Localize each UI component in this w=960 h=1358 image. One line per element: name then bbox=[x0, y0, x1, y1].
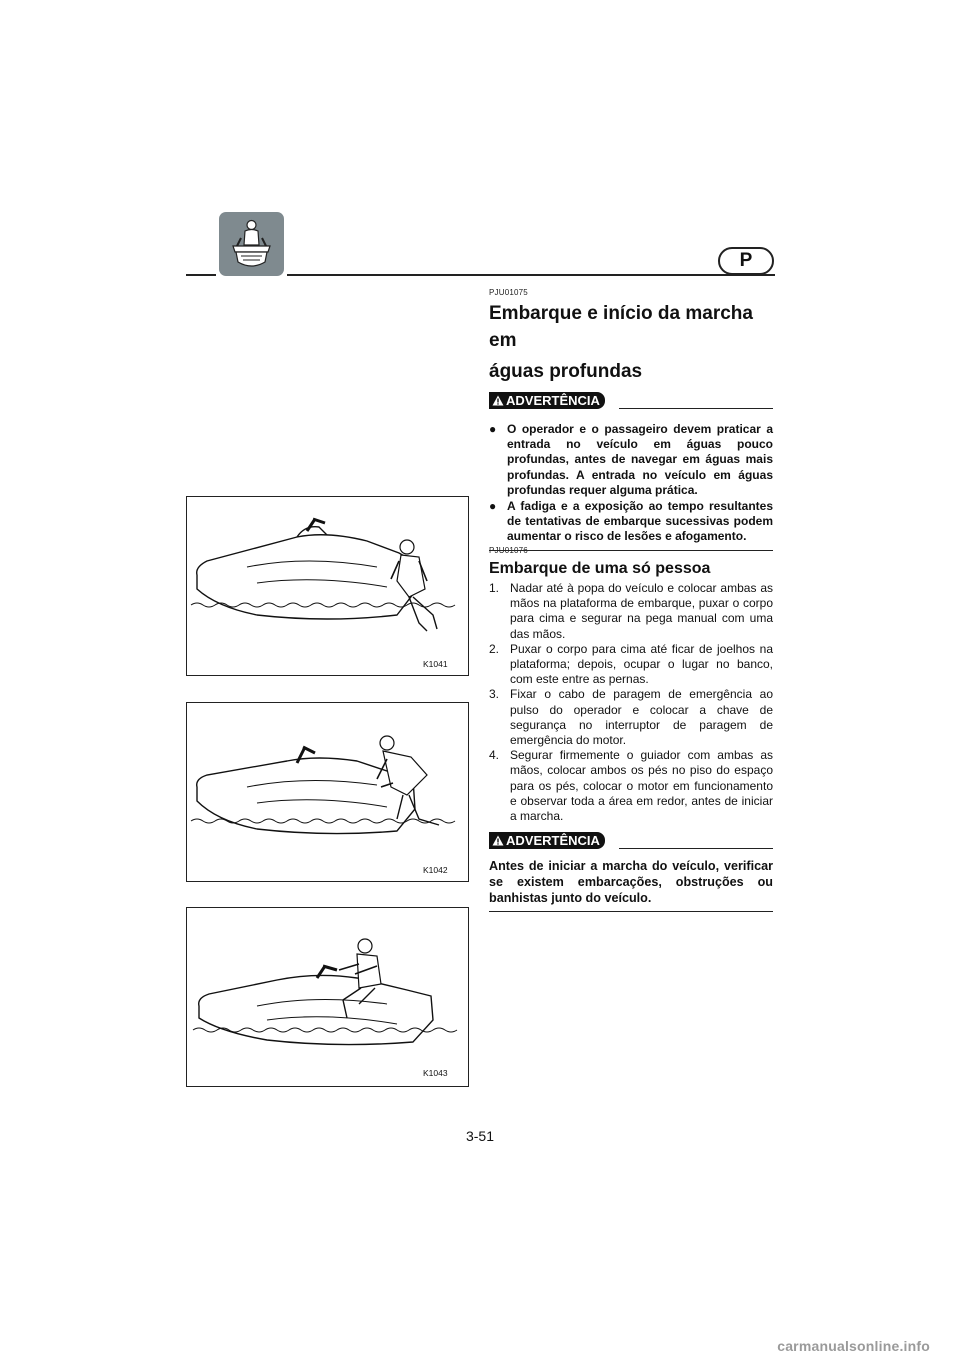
warning-header bbox=[489, 831, 773, 849]
figure-seated-rider bbox=[186, 907, 469, 1087]
step-item: 1. Nadar até à popa do veículo e colocar ambas as mãos na plataforma de embarque, puxar o corpo para cima e segurar na pega manual com uma das mãos. bbox=[489, 581, 773, 641]
step-item: 3. Fixar o cabo de paragem de emergência ao pulso do operador e colocar a chave de segurança no interruptor de paragem de emergência do motor. bbox=[489, 687, 773, 748]
warning-label: ADVERTÊNCIA bbox=[506, 833, 600, 849]
step-item: 2. Puxar o corpo para cima até ficar de joelhos na plataforma; depois, ocupar o lugar no banco, com este entre as pernas. bbox=[489, 641, 773, 687]
section-deep-water bbox=[489, 288, 773, 551]
section-code: PJU01076 bbox=[489, 546, 528, 555]
section-title-line2: águas profundas bbox=[489, 361, 643, 382]
illustration-jet-ski-swimmer bbox=[187, 497, 467, 647]
figure-label: K1042 bbox=[423, 865, 448, 875]
figure-label: K1041 bbox=[423, 659, 448, 669]
warning-triangle-icon bbox=[492, 835, 504, 846]
step-item: 4. Segurar firmemente o guiador com ambas as mãos, colocar ambos os pés no piso do espaço para os pés, colocar o motor em funcionamento e observar toda a área em redor, antes de iniciar a marcha. bbox=[489, 748, 773, 824]
page-number: 3-51 bbox=[465, 1128, 495, 1144]
warning-bullet: ● A fadiga e a exposição ao tempo resultantes de tentativas de embarque sucessivas podem aumentar o risco de lesões e afogamento. bbox=[489, 499, 773, 545]
language-badge: P bbox=[718, 247, 774, 275]
illustration-jet-ski-kneeling bbox=[187, 703, 467, 853]
header-rule-left bbox=[186, 274, 216, 276]
section-single-boarding bbox=[489, 546, 773, 912]
warning-triangle-icon bbox=[492, 395, 504, 406]
section-title-line1: Embarque e início da marcha em bbox=[489, 303, 753, 351]
warning-text: Antes de iniciar a marcha do veículo, verificar se existem embarcações, obstruções ou banhistas junto do veículo. bbox=[489, 859, 773, 906]
warning-bullet: ● O operador e o passageiro devem praticar a entrada no veículo em águas pouco profundas, antes de navegar em águas mais profundas. A entrada no veículo em águas profundas requer alguma prática. bbox=[489, 422, 773, 498]
warning-label: ADVERTÊNCIA bbox=[506, 393, 600, 408]
figure-label: K1043 bbox=[423, 1068, 448, 1078]
section-code: PJU01075 bbox=[489, 288, 528, 297]
section-title: Embarque de uma só pessoa bbox=[489, 560, 711, 577]
illustration-jet-ski-seated bbox=[187, 908, 467, 1058]
warning-rule bbox=[619, 848, 773, 849]
figure-kneeling-boarding bbox=[186, 702, 469, 882]
warning-rule bbox=[619, 408, 773, 409]
header-rule-right bbox=[287, 274, 775, 276]
warning-end-rule bbox=[489, 911, 773, 912]
warning-badge bbox=[489, 832, 605, 849]
warning-badge bbox=[489, 392, 605, 409]
watermark: carmanualsonline.info bbox=[777, 1338, 930, 1354]
steps-list bbox=[489, 581, 773, 824]
warning-header bbox=[489, 391, 773, 409]
jet-ski-rider-icon bbox=[219, 212, 284, 276]
figure-swimmer-boarding bbox=[186, 496, 469, 676]
